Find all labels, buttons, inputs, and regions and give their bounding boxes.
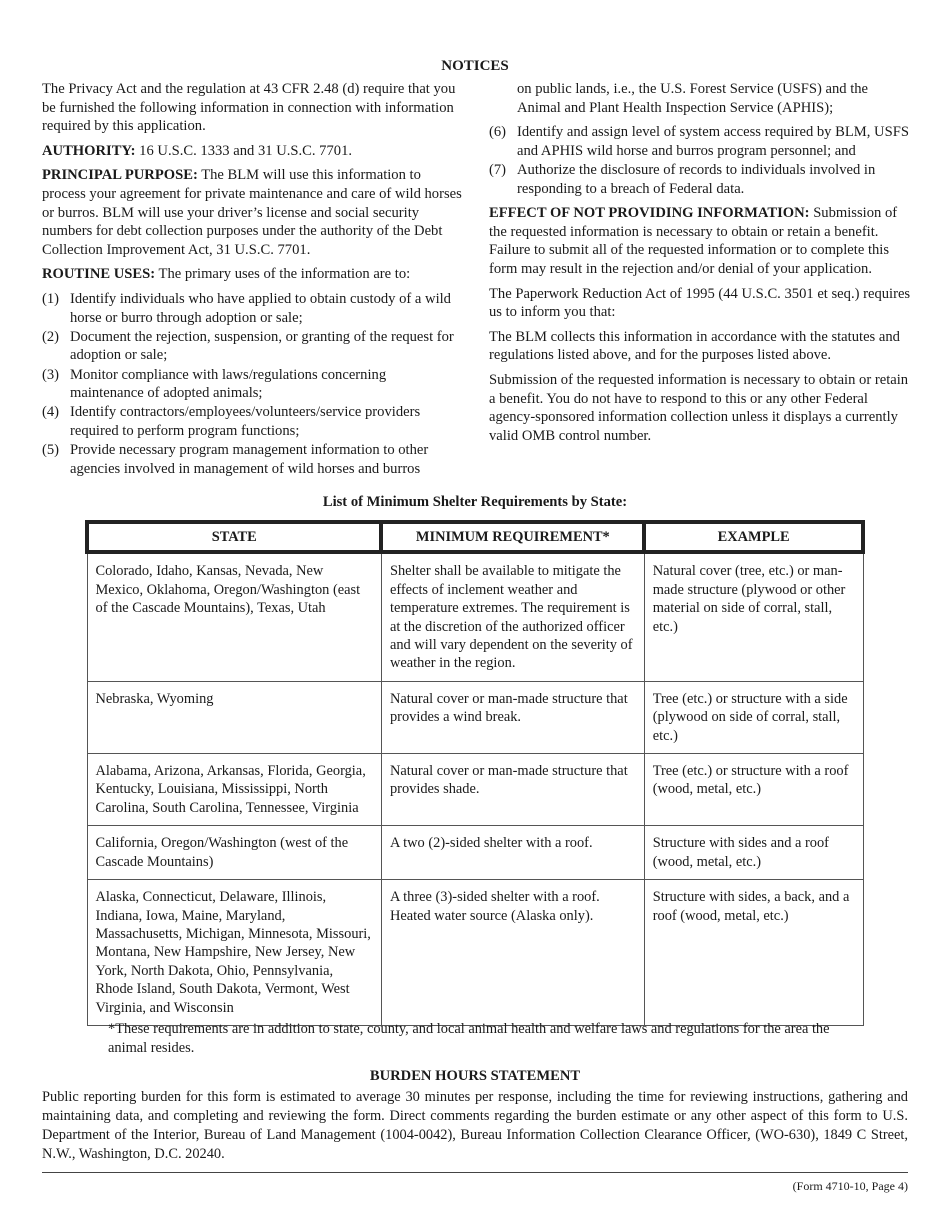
table-row <box>87 754 863 826</box>
routine-use-5-continued: on public lands, i.e., the U.S. Forest Service (USFS) and the Animal and Plant Health Inspection Service (APHIS); <box>517 81 869 116</box>
table-footnote: *These requirements are in addition to state, county, and local animal health and welfare laws and regulations for the area the animal resides. <box>108 1021 830 1056</box>
list-item-number: (7) <box>489 161 507 178</box>
authority-text: 16 U.S.C. 1333 and 31 U.S.C. 7701. <box>135 142 353 159</box>
example-cell: Structure with sides, a back, and a roof (wood, metal, etc.) <box>644 880 863 1026</box>
list-item-number: (4) <box>42 404 60 421</box>
example-cell: Tree (etc.) or structure with a roof (wood, metal, etc.) <box>644 754 863 826</box>
list-item-text: Identify individuals who have applied to obtain custody of a wild horse or burro through adoption or sale; <box>70 290 451 326</box>
blm-collects-paragraph: The BLM collects this information in accordance with the statutes and regulations listed above, and for the purposes listed above. <box>489 328 900 364</box>
list-item-text: Identify and assign level of system access required by BLM, USFS and APHIS wild horse and burros program personnel; and <box>517 124 909 159</box>
state-cell: Alabama, Arizona, Arkansas, Florida, Georgia, Kentucky, Louisiana, Mississippi, North Carolina, South Carolina, Tennessee, Virginia <box>87 754 381 826</box>
column-header-state: STATE <box>87 522 381 552</box>
list-item-number: (3) <box>42 366 60 383</box>
list-item-number: (6) <box>489 124 507 141</box>
left-column <box>42 80 462 479</box>
requirement-cell: Shelter shall be available to mitigate the effects of inclement weather and temperature extremes. The requirement is at the discretion of the authorized officer and will vary dependent on the severity of weather in the region. <box>381 552 644 681</box>
list-item <box>42 328 462 365</box>
authority-paragraph <box>42 142 462 161</box>
requirement-cell: Natural cover or man-made structure that provides shade. <box>381 754 644 826</box>
state-cell: Nebraska, Wyoming <box>87 681 381 753</box>
state-cell: California, Oregon/Washington (west of the Cascade Mountains) <box>87 826 381 880</box>
routine-uses-text: The primary uses of the information are to: <box>155 266 411 283</box>
list-item <box>42 441 462 478</box>
list-item-text: Authorize the disclosure of records to individuals involved in responding to a breach of Federal data. <box>517 161 876 197</box>
routine-uses-list <box>42 290 462 478</box>
routine-uses-paragraph <box>42 265 462 284</box>
example-cell: Structure with sides and a roof (wood, metal, etc.) <box>644 826 863 880</box>
principal-purpose-label: PRINCIPAL PURPOSE: <box>42 167 198 184</box>
list-item <box>42 366 462 403</box>
shelter-requirements-table <box>85 520 865 1026</box>
table-row <box>87 826 863 880</box>
requirement-cell: Natural cover or man-made structure that provides a wind break. <box>381 681 644 753</box>
privacy-act-intro: The Privacy Act and the regulation at 43 CFR 2.48 (d) require that you be furnished the following information in connection with information required by this application. <box>42 81 456 135</box>
routine-uses-label: ROUTINE USES: <box>42 266 156 283</box>
requirement-cell: A two (2)-sided shelter with a roof. <box>381 826 644 880</box>
form-number: (Form 4710-10, Page 4) <box>792 1179 908 1193</box>
effect-text: Submission of the requested information is necessary to obtain or retain a benefit. Failure to submit all of the requested information or to complete this form may result in the rejection and/or denial of your application. <box>489 205 898 277</box>
effect-label: EFFECT OF NOT PROVIDING INFORMATION: <box>489 205 810 222</box>
footer-divider <box>42 1172 908 1173</box>
list-item <box>42 403 462 440</box>
example-cell: Natural cover (tree, etc.) or man-made structure (plywood or other material on side of corral, stall, etc.) <box>644 552 863 681</box>
list-item-number: (2) <box>42 328 60 345</box>
state-cell: Alaska, Connecticut, Delaware, Illinois, Indiana, Iowa, Maine, Maryland, Massachusetts, Michigan, Minnesota, Missouri, Montana, New Hampshire, New Jersey, New York, North Dakota, Ohio, Pennsylvania, Rhode Island, South Dakota, Vermont, West Virginia, and Wisconsin <box>87 880 381 1026</box>
page-title: NOTICES <box>441 58 509 74</box>
principal-purpose-text: The BLM will use this information to process your agreement for private maintenance and care of wild horses or burros. BLM will use your driver’s license and social security numbers for debt collection purposes under the authority of the Debt Collection Improvement Act, 31 U.S.C. 7701. <box>42 167 462 258</box>
authority-label: AUTHORITY: <box>42 142 136 159</box>
list-item-number: (5) <box>42 442 60 459</box>
effect-paragraph <box>489 204 911 278</box>
list-item-text: Document the rejection, suspension, or granting of the request for adoption or sale; <box>70 328 454 364</box>
state-cell: Colorado, Idaho, Kansas, Nevada, New Mexico, Oklahoma, Oregon/Washington (east of the Cascade Mountains), Texas, Utah <box>87 552 381 681</box>
burden-hours-text: Public reporting burden for this form is estimated to average 30 minutes per response, including the time for reviewing instructions, gathering and maintaining data, and completing and reviewing the form. Direct comments regarding the burden estimate or any other aspect of this form to U.S. Department of the Interior, Bureau of Land Management (1004-0042), Bureau Information Collection Clearance Officer, (WO-630), 1849 C Street, N.W., Washington, D.C. 20240. <box>42 1089 908 1162</box>
list-item <box>489 161 911 198</box>
list-item-text: Identify contractors/employees/volunteers/service providers required to perform program functions; <box>70 404 421 439</box>
right-column <box>489 80 911 451</box>
column-header-minimum-requirement: MINIMUM REQUIREMENT* <box>381 522 644 552</box>
table-row <box>87 681 863 753</box>
table-row <box>87 880 863 1026</box>
example-cell: Tree (etc.) or structure with a side (plywood on side of corral, stall, etc.) <box>644 681 863 753</box>
requirement-cell: A three (3)-sided shelter with a roof. Heated water source (Alaska only). <box>381 880 644 1026</box>
list-item-text: Provide necessary program management information to other agencies involved in management of wild horses and burros <box>70 442 429 477</box>
principal-purpose-paragraph <box>42 166 462 259</box>
paperwork-act-paragraph: The Paperwork Reduction Act of 1995 (44 U.S.C. 3501 et seq.) requires us to inform you that: <box>489 285 911 321</box>
list-item-number: (1) <box>42 290 60 307</box>
column-header-example: EXAMPLE <box>644 522 863 552</box>
burden-hours-title: BURDEN HOURS STATEMENT <box>369 1068 581 1084</box>
submission-paragraph: Submission of the requested information is necessary to obtain or retain a benefit. You do not have to respond to this or any other Federal agency-sponsored information collection unless it displays a currently valid OMB control number. <box>489 371 909 444</box>
table-header-row <box>87 522 863 552</box>
list-item-text: Monitor compliance with laws/regulations concerning maintenance of adopted animals; <box>70 366 387 402</box>
routine-uses-list-continued <box>489 123 911 198</box>
list-item <box>489 123 911 160</box>
table-row <box>87 552 863 681</box>
list-item <box>42 290 462 327</box>
shelter-table-title: List of Minimum Shelter Requirements by State: <box>322 494 628 510</box>
